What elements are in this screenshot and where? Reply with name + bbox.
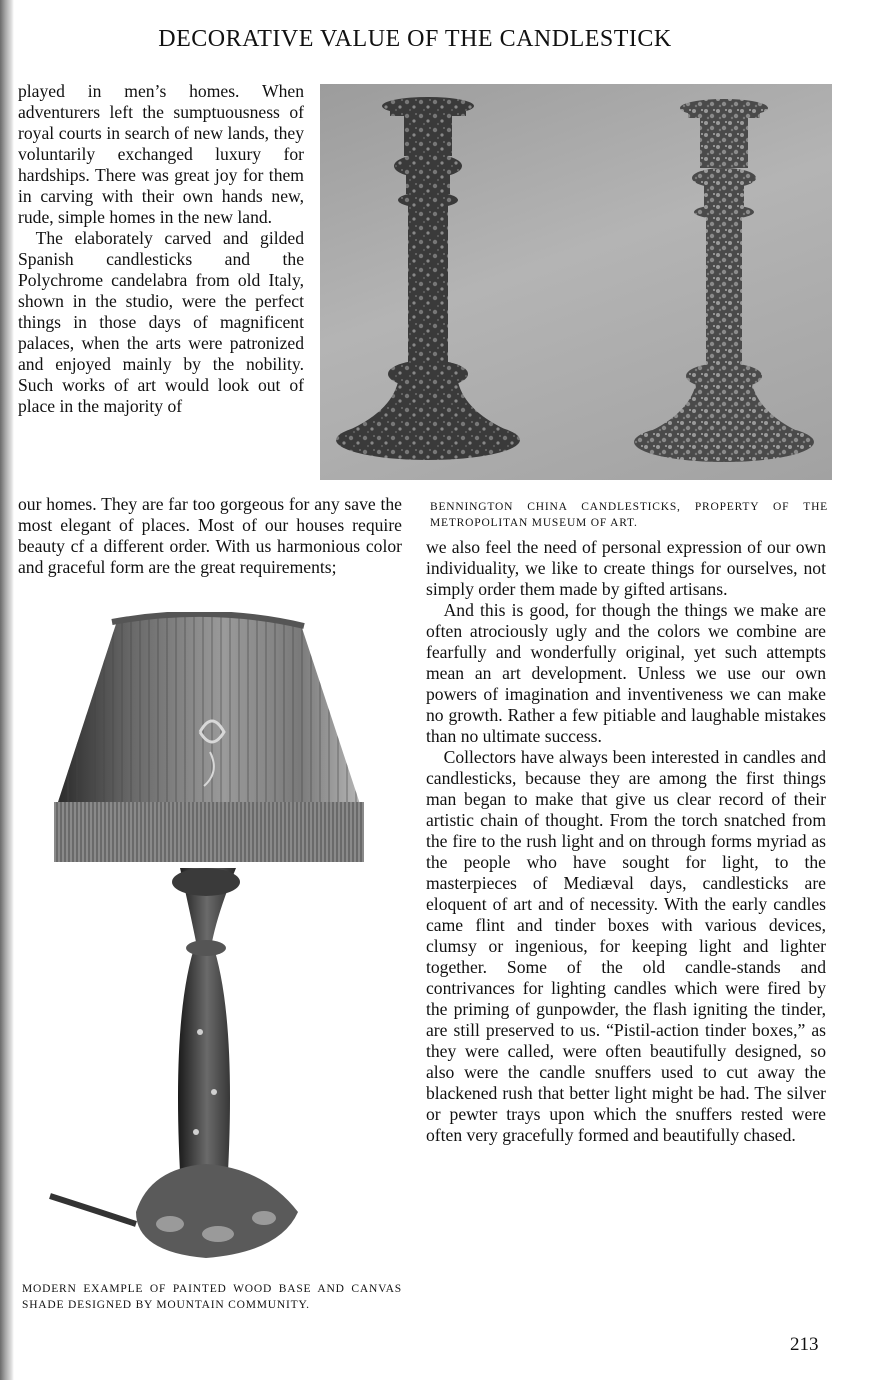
page-number: 213 bbox=[790, 1334, 819, 1355]
right-paragraph-2: And this is good, for though the things we make are often atrociously ugly and the colors we combine are fearfully and wonderfully original, yet such attempts mean an art development. Unless we use our own powers of imagination and inventiveness we can make no growth. Rather a few pitiable and laughable mistakes than no ultimate success. bbox=[426, 600, 826, 746]
right-paragraph-1: we also feel the need of personal expression of our own individuality, we like to create things for ourselves, not simply order them made by gifted artisans. bbox=[426, 537, 826, 599]
left-candlestick bbox=[336, 97, 520, 460]
candlesticks-caption: BENNINGTON CHINA CANDLESTICKS, PROPERTY OF THE METROPOLITAN MUSEUM OF ART. bbox=[430, 501, 828, 529]
left-paragraph-2: The elaborately carved and gilded Spanish candlesticks and the Polychrome candelabra from old Italy, shown in the studio, were the perfect things in those days of magnificent palaces, when the arts were patronized and enjoyed mainly by the nobility. Such works of art would look out of place in the majority of bbox=[18, 228, 304, 416]
lamp-base bbox=[50, 868, 298, 1258]
right-paragraph-3: Collectors have always been interested in candles and candlesticks, because they are among the first things man began to make that give us clear record of their artistic chain of thought. From the torch snatched from the fire to the rush light and on through forms myriad as the people who have sought for light, to the masterpieces of Mediæval days, candlesticks are eloquent of art and of necessity. With the early candles came flint and tinder boxes with various devices, clumsy or ingenious, for keeping light and lighter together. Some of the old candle-stands and contrivances for lighting candles which were fired by the priming of gunpowder, the flash igniting the tinder, are still preserved to us. “Pistil-action tinder boxes,” as they were called, were often beautifully designed, so also were the candle snuffers used to cut away the blackened rush that better light might be had. The silver or pewter trays upon which the snuffers rested were often very gracefully formed and beautifully chased. bbox=[426, 747, 826, 1145]
lamp-shade bbox=[54, 614, 364, 862]
left-paragraph-2-continued: our homes. They are far too gorgeous for any save the most elegant of places. Most of our houses require beauty cf a different order. With us harmonious color and graceful form are the great requirements; bbox=[18, 494, 402, 577]
left-column-wide bbox=[18, 494, 402, 578]
candlesticks-illustration bbox=[320, 84, 832, 480]
lamp-illustration bbox=[40, 612, 380, 1280]
left-paragraph-1: played in men’s homes. When adventurers left the sumptuousness of royal courts in search of new lands, they voluntarily exchanged luxury for hardships. There was great joy for them in carving with their own hands new, rude, simple homes in the new land. bbox=[18, 81, 304, 227]
right-candlestick bbox=[634, 99, 814, 462]
right-column bbox=[426, 537, 826, 1146]
lamp-photo bbox=[40, 612, 380, 1280]
lamp-caption: MODERN EXAMPLE OF PAINTED WOOD BASE AND CANVAS SHADE DESIGNED BY MOUNTAIN COMMUNITY. bbox=[22, 1283, 402, 1311]
candlesticks-photo bbox=[320, 84, 832, 480]
book-gutter-shadow bbox=[0, 0, 14, 1380]
page-title: DECORATIVE VALUE OF THE CANDLESTICK bbox=[158, 26, 672, 52]
left-column-top bbox=[18, 81, 304, 417]
